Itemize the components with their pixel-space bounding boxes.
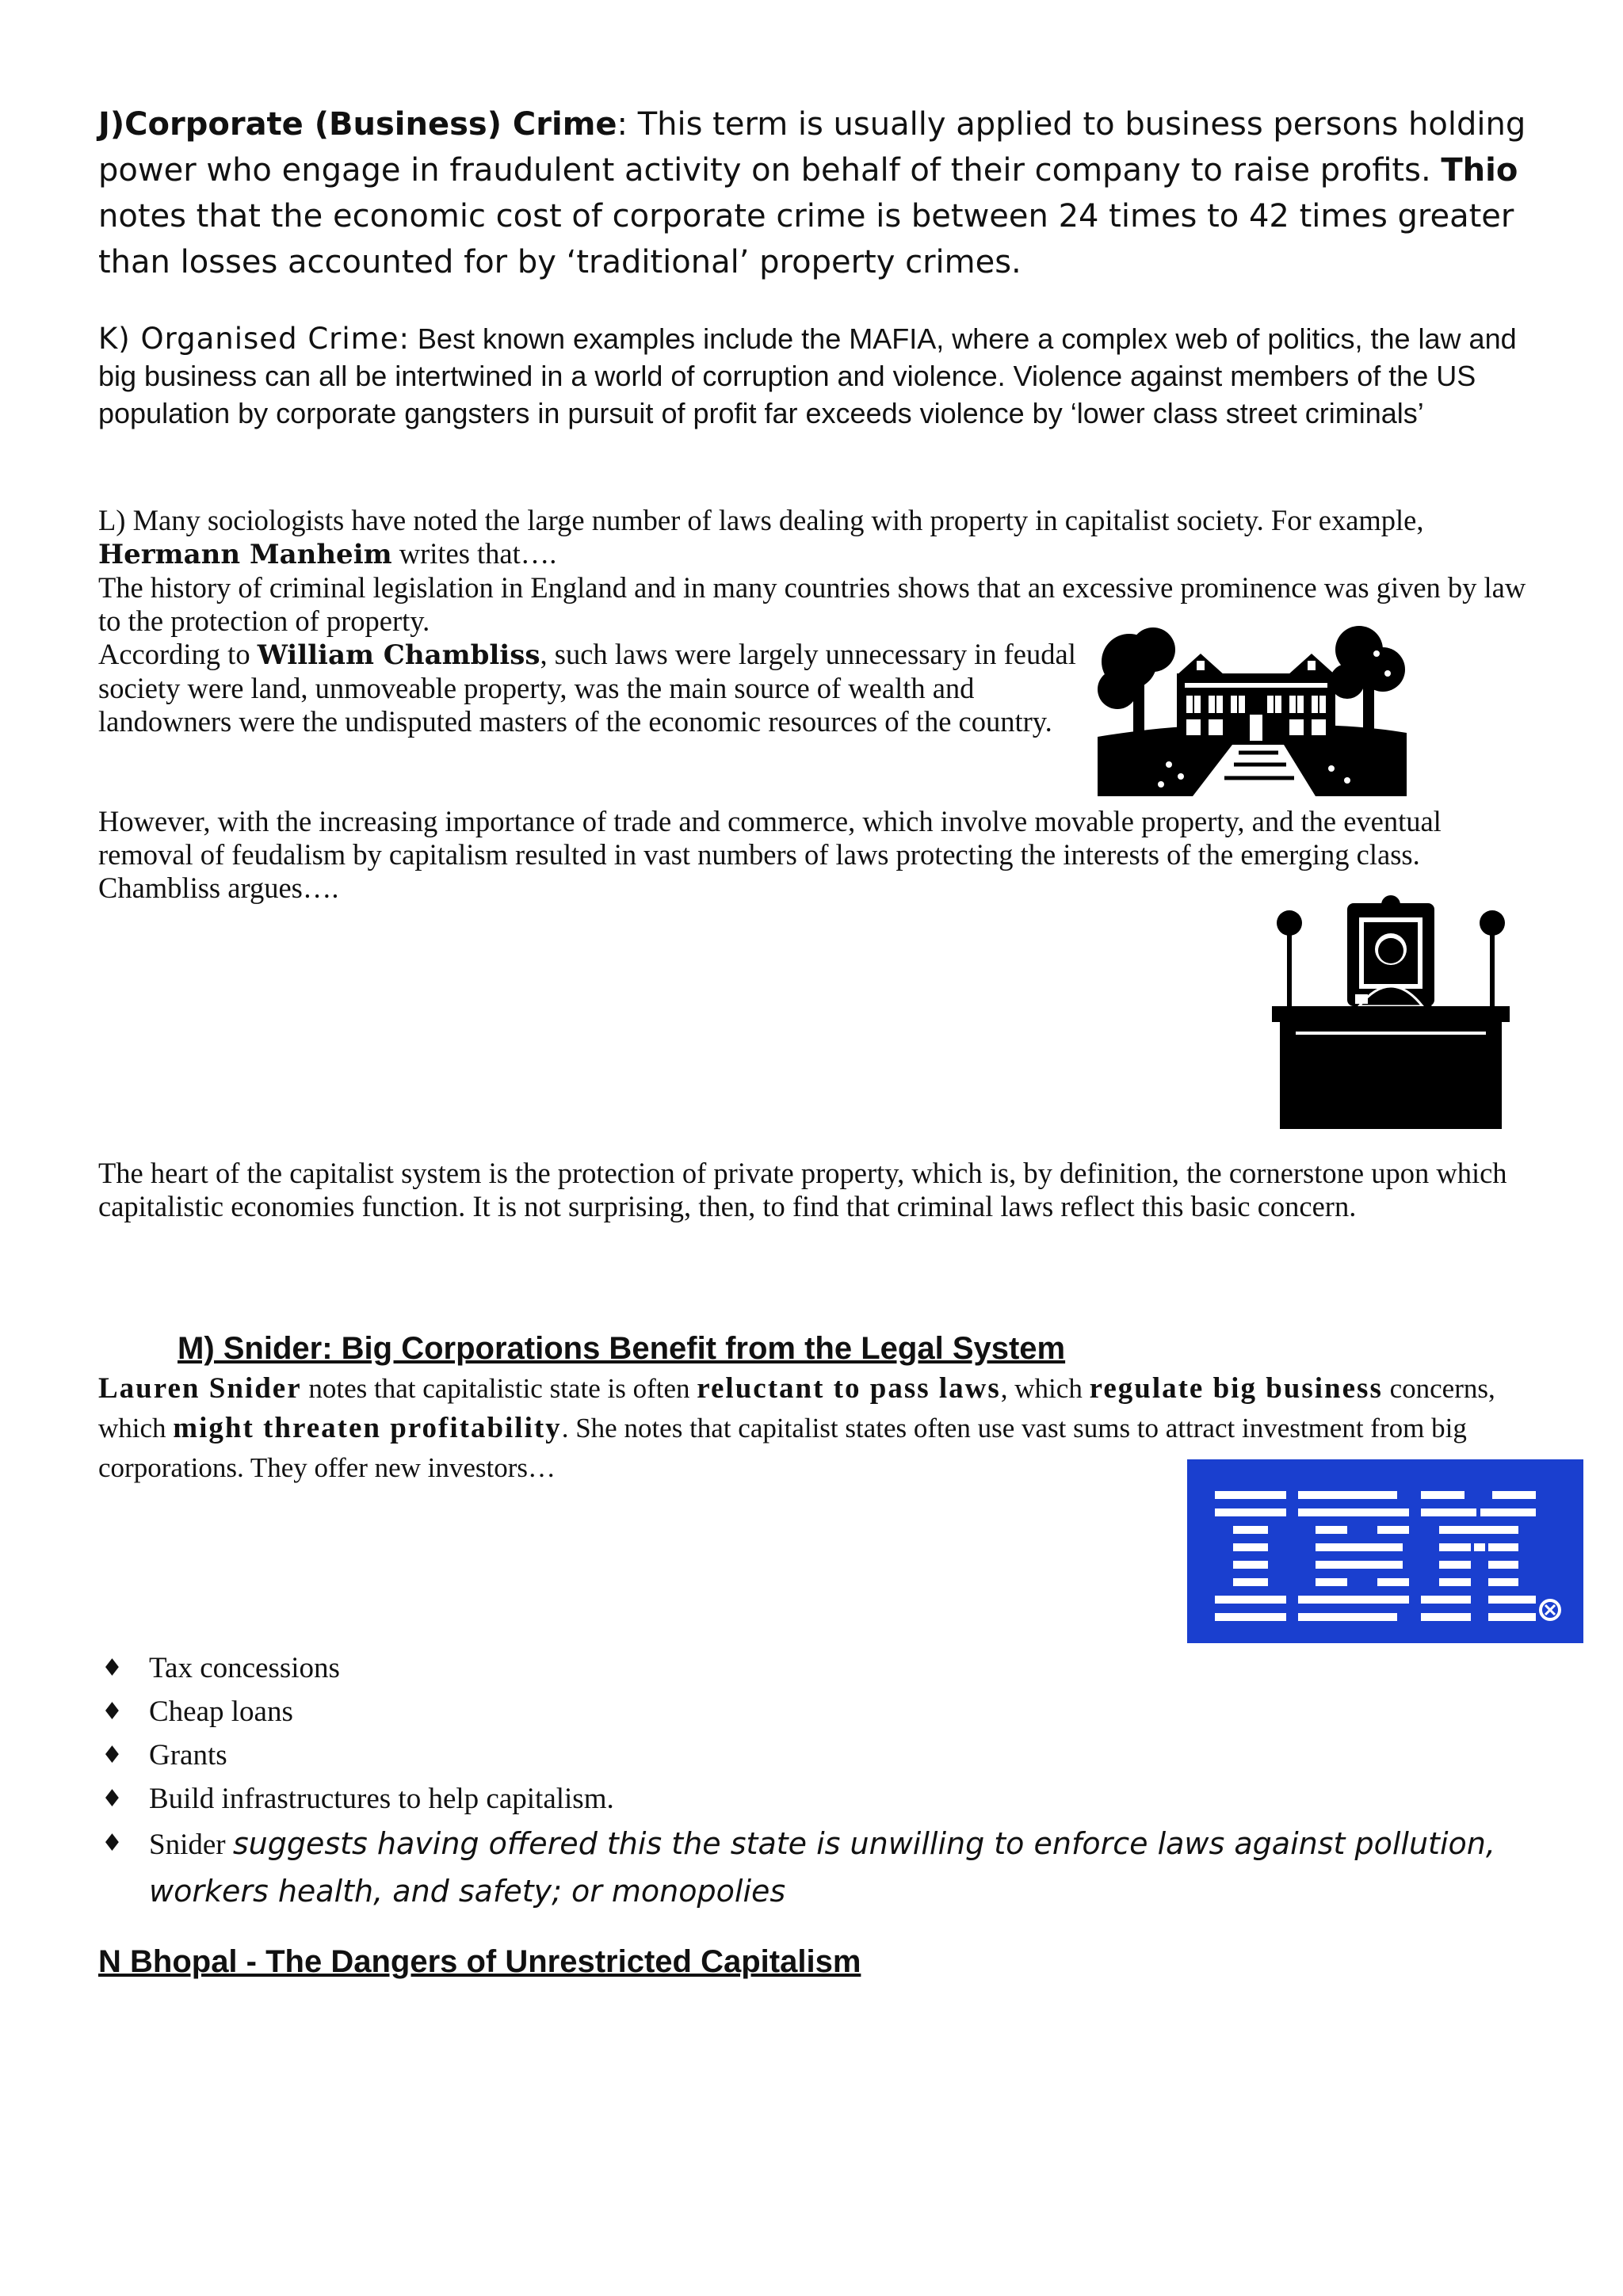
section-k-text: Best known examples include the MAFIA, where a complex web of politics, the law and big business can all be intertwined in a world of corruption and violence. Violence against members of the US population by corporate gangsters in pursuit of profit far exceeds violence by ‘lower class street criminals’ <box>98 322 1517 429</box>
list-item-text: Tax concessions <box>149 1652 340 1684</box>
snider-suggestion: suggests having offered this the state is unwilling to enforce laws against pollution, workers health, and safety; or monopolies <box>149 1826 1495 1909</box>
country-house-icon <box>1098 626 1407 796</box>
author-manheim: Hermann Manheim <box>98 539 392 570</box>
list-item <box>98 1777 1588 1821</box>
emphasis-reluctant: reluctant to pass laws <box>697 1372 1001 1405</box>
section-j-text: : This term is usually applied to business persons holding power who engage in fraudulent activity on behalf of their company to raise profits. <box>98 106 1526 189</box>
investor-offers-list <box>98 1646 1588 1916</box>
list-item-text: Build infrastructures to help capitalism. <box>149 1783 614 1815</box>
section-l-paragraph-1 <box>98 504 1541 638</box>
section-k-organised-crime <box>98 320 1541 432</box>
author-thio: Thio <box>1441 152 1518 189</box>
ibm-logo <box>1187 1459 1583 1643</box>
list-item <box>98 1821 1588 1916</box>
section-m-text-2: , which <box>1000 1373 1090 1404</box>
list-item-text: Cheap loans <box>149 1695 293 1728</box>
section-j-text-cont: notes that the economic cost of corporate crime is between 24 times to 42 times greater than losses accounted for by ‘traditional’ property crimes. <box>98 198 1514 280</box>
section-m-text-1: notes that capitalistic state is often <box>301 1373 697 1404</box>
section-m-text-4: . She notes that capitalist states often use vast sums to attract investment from big corporations. They offer new investors… <box>98 1413 1467 1483</box>
diamond-bullet-icon: ♦ <box>101 1654 123 1682</box>
author-chambliss: William Chambliss <box>257 639 540 671</box>
section-m-title: M) Snider: Big Corporations Benefit from the Legal System <box>178 1331 1066 1366</box>
section-l-paragraph-2 <box>98 638 1081 738</box>
emphasis-profitability: might threaten profitability <box>173 1412 562 1444</box>
judge-at-bench-icon <box>1272 895 1510 1129</box>
section-l-paragraph-4: The heart of the capitalist system is the protection of private property, which is, by definition, the cornerstone upon which capitalistic economies function. It is not surprising, then, to find that criminal laws reflect this basic concern. <box>98 1157 1507 1222</box>
list-item-text: Snider <box>149 1829 233 1861</box>
diamond-bullet-icon: ♦ <box>101 1785 123 1813</box>
emphasis-regulate: regulate big business <box>1089 1372 1383 1405</box>
diamond-bullet-icon: ♦ <box>101 1741 123 1769</box>
section-j-heading: J)Corporate (Business) Crime <box>98 106 617 143</box>
manheim-quote: The history of criminal legislation in England and in many countries shows that an excessive prominence was given by law to the protection of property. <box>98 571 1526 637</box>
section-k-heading: K) Organised Crime: <box>98 322 410 356</box>
list-item <box>98 1646 1588 1690</box>
section-l-paragraph-3: However, with the increasing importance of trade and commerce, which involve movable property, and the eventual removal of feudalism by capitalism resulted in vast numbers of laws protecting the interests of the emerging class. Chambliss argues…. <box>98 805 1442 904</box>
section-m-text-3: concerns, which <box>98 1373 1495 1444</box>
section-l-intro: L) Many sociologists have noted the large number of laws dealing with property in capitalist society. For example, <box>98 504 1424 536</box>
list-item <box>98 1690 1588 1733</box>
section-j-corporate-crime <box>98 101 1541 285</box>
diamond-bullet-icon: ♦ <box>101 1829 123 1857</box>
author-snider: Lauren Snider <box>98 1372 302 1405</box>
chambliss-intro: According to <box>98 638 258 670</box>
diamond-bullet-icon: ♦ <box>101 1698 123 1726</box>
list-item <box>98 1733 1588 1777</box>
section-n-title: N Bhopal - The Dangers of Unrestricted Capitalism <box>98 1944 861 1979</box>
chambliss-text: , such laws were largely unnecessary in feudal society were land, unmoveable property, was the main source of wealth and landowners were the undisputed masters of the economic resources of the country. <box>98 638 1076 738</box>
section-l-intro-end: writes that…. <box>391 537 557 570</box>
list-item-text: Grants <box>149 1739 227 1772</box>
